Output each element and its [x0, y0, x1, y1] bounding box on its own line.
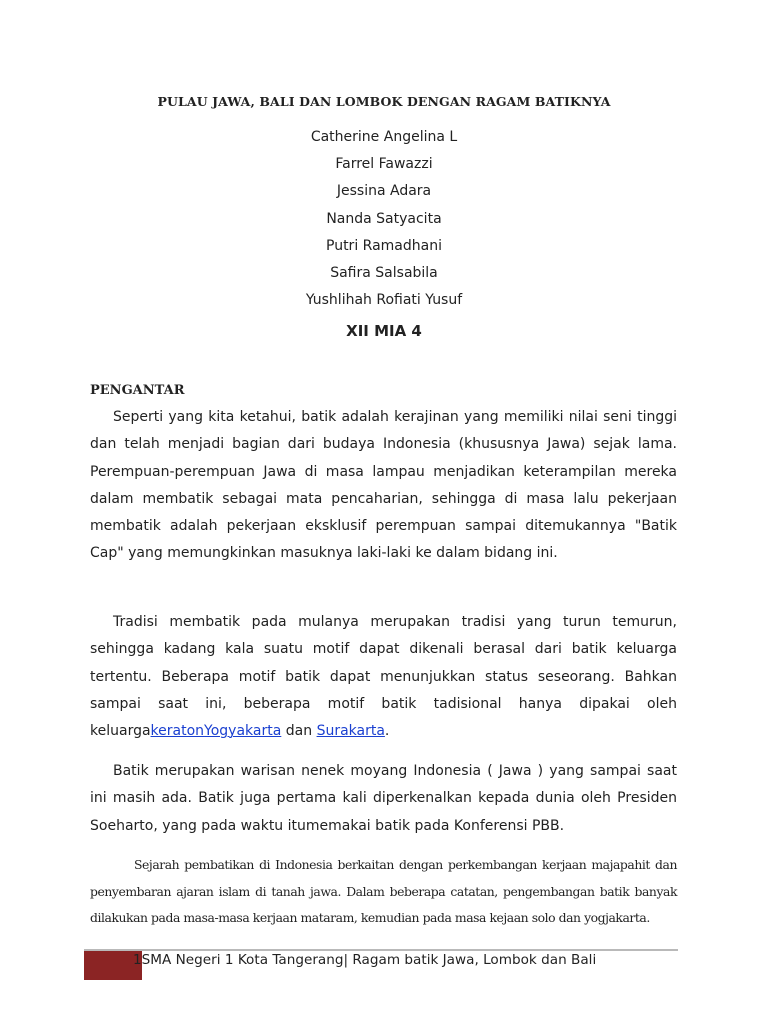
author-name: Safira Salsabila — [330, 265, 438, 282]
paragraph-tradition — [90, 609, 677, 745]
class-name: XII MIA 4 — [346, 322, 422, 340]
conjunction-text: dan — [281, 723, 317, 740]
footer-divider — [84, 949, 678, 951]
page-number: 1 — [133, 952, 142, 968]
author-name: Putri Ramadhani — [326, 237, 442, 254]
document-title: PULAU JAWA, BALI DAN LOMBOK DENGAN RAGAM BATIKNYA — [157, 94, 611, 109]
paragraph-intro: Seperti yang kita ketahui, batik adalah kerajinan yang memiliki nilai seni tinggi dan telah menjadi bagian dari budaya Indonesia (khususnya Jawa) sejak lama. Perempuan-perempuan Jawa di masa lampau menjadikan keterampilan mereka dalam membatik sebagai mata pencaharian, sehingga di masa lalu pekerjaan membatik adalah pekerjaan eksklusif perempuan sampai ditemukannya "Batik Cap" yang memungkinkan masuknya laki-laki ke dalam bidang ini. — [90, 409, 677, 562]
author-name: Catherine Angelina L — [310, 129, 458, 145]
surakarta-link[interactable]: Surakarta — [316, 723, 385, 740]
paragraph-tradition-text: Tradisi membatik pada mulanya merupakan tradisi yang turun temurun, sehingga kadang kala suatu motif dapat dikenali berasal dari batik keluarga tertentu. Beberapa motif batik dapat menunjukkan status seseorang. Bahkan sampai saat ini, beberapa motif batik tadisional hanya dipakai oleh keluarga — [90, 614, 677, 740]
author-name: Jessina Adara — [336, 183, 432, 200]
footer — [133, 952, 596, 968]
period-text: . — [384, 723, 390, 740]
section-heading: PENGANTAR — [90, 383, 185, 398]
yogyakarta-link[interactable]: Yogyakarta — [204, 723, 282, 740]
keraton-link[interactable]: keraton — [150, 723, 205, 740]
paragraph-history: Sejarah pembatikan di Indonesia berkaitan dengan perkembangan kerjaan majapahit dan penyembaran ajaran islam di tanah jawa. Dalam beberapa catatan, pengembangan batik banyak dilakukan pada masa-masa kerjaan mataram, kemudian pada masa kejaan solo dan yogjakarta. — [90, 857, 677, 925]
author-name: Farrel Fawazzi — [335, 156, 433, 173]
paragraph-heritage: Batik merupakan warisan nenek moyang Indonesia ( Jawa ) yang sampai saat ini masih ada. Batik juga pertama kali diperkenalkan kepada dunia oleh Presiden Soeharto, yang pada waktu itumemakai batik pada Konferensi PBB. — [90, 763, 677, 834]
author-name: Nanda Satyacita — [326, 210, 442, 227]
author-list — [0, 124, 768, 314]
author-name: Yushlihah Rofiati Yusuf — [305, 292, 463, 309]
footer-text: SMA Negeri 1 Kota Tangerang| Ragam batik Jawa, Lombok dan Bali — [141, 952, 597, 968]
